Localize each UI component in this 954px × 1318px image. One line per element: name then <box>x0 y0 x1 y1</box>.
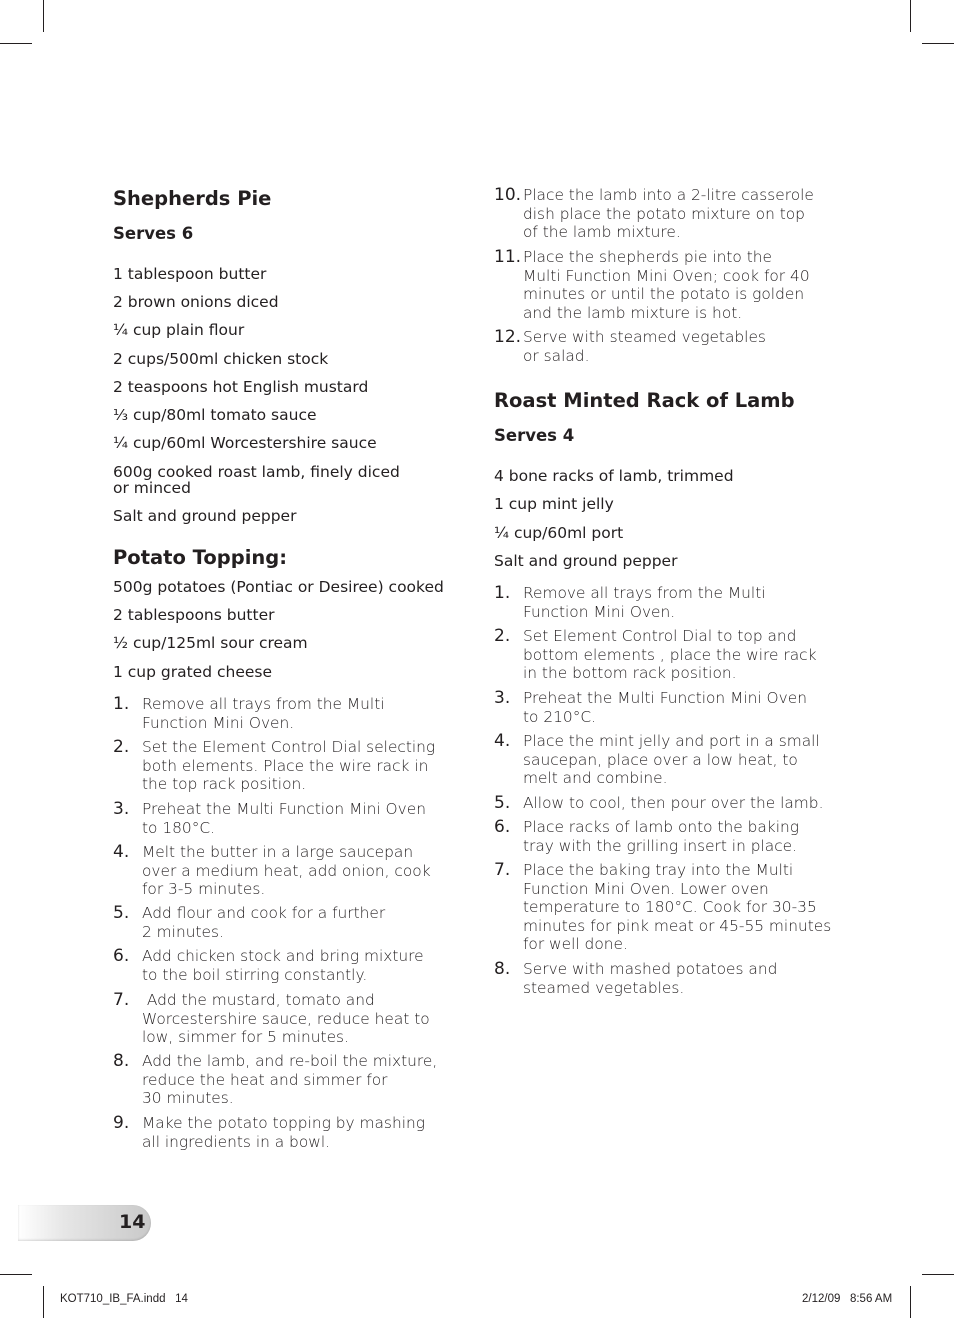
step-text <box>142 695 464 732</box>
step-line: reduce the heat and simmer for <box>142 1070 388 1089</box>
ingredient: ¼ cup/60ml Worcestershire sauce <box>113 434 377 452</box>
step-text <box>523 186 845 242</box>
step-text <box>523 328 845 365</box>
step-number: 3. <box>113 799 130 819</box>
step-line: 30 minutes. <box>142 1089 234 1108</box>
step-line: to the boil stirring constantly. <box>142 965 368 984</box>
crop-mark <box>0 43 32 44</box>
crop-mark <box>922 43 954 44</box>
step-number: 9. <box>113 1113 130 1133</box>
step-line: saucepan, place over a low heat, to <box>523 750 798 769</box>
step-number: 10. <box>494 185 522 205</box>
step-text <box>142 843 464 899</box>
step-text <box>142 947 464 984</box>
step-line: to 210°C. <box>523 707 597 726</box>
step-line: Add flour and cook for a further <box>142 904 386 922</box>
step-line: Preheat the Multi Function Mini Oven <box>142 800 426 818</box>
crop-mark <box>0 1274 32 1275</box>
ingredient: 1 tablespoon butter <box>113 265 267 283</box>
step-line: low, simmer for 5 minutes. <box>142 1028 349 1047</box>
step-number: 8. <box>494 959 511 979</box>
step-text <box>523 861 845 954</box>
step-line: dish place the potato mixture on top <box>523 204 805 223</box>
step-number: 11. <box>494 247 522 267</box>
step-line: minutes or until the potato is golden <box>523 285 805 304</box>
step-line: to 180°C. <box>142 818 216 837</box>
step-line: Preheat the Multi Function Mini Oven <box>523 689 807 707</box>
ingredient: 500g potatoes (Pontiac or Desiree) cooked <box>113 578 444 596</box>
step-line: Place the mint jelly and port in a small <box>523 732 820 750</box>
step-line: steamed vegetables. <box>523 978 685 997</box>
step-text <box>523 732 845 788</box>
step-line: Add the lamb, and re-boil the mixture, <box>142 1052 438 1070</box>
recipe-title: Roast Minted Rack of Lamb <box>494 389 795 412</box>
step-line: Place the baking tray into the Multi <box>523 861 794 879</box>
step-number: 5. <box>113 903 130 923</box>
slug-date: 2/12/09 8:56 AM <box>802 1293 893 1305</box>
step-line: Add the mustard, tomato and <box>142 991 375 1009</box>
step-line: of the lamb mixture. <box>523 223 681 242</box>
step-text <box>523 689 845 726</box>
step-line: over a medium heat, add onion, cook <box>142 861 431 880</box>
step-text <box>523 818 845 855</box>
ingredient: Salt and ground pepper <box>113 507 297 525</box>
step-line: for 3-5 minutes. <box>142 880 266 899</box>
step-line: Function Mini Oven. <box>142 713 295 732</box>
step-line: Remove all trays from the Multi <box>142 695 385 713</box>
step-number: 8. <box>113 1051 130 1071</box>
step-line: and the lamb mixture is hot. <box>523 303 743 322</box>
step-line: melt and combine. <box>523 769 668 788</box>
ingredient: 1 cup mint jelly <box>494 495 614 513</box>
step-number: 6. <box>494 817 511 837</box>
step-text <box>523 960 845 997</box>
recipe-title: Shepherds Pie <box>113 187 272 210</box>
step-line: minutes for pink meat or 45-55 minutes <box>523 916 832 935</box>
step-line: Serve with steamed vegetables <box>523 328 766 346</box>
step-line: Worcestershire sauce, reduce heat to <box>142 1009 430 1028</box>
step-line: Remove all trays from the Multi <box>523 584 766 602</box>
step-line: Serve with mashed potatoes and <box>523 960 778 978</box>
step-line: Place the shepherds pie into the <box>523 248 772 266</box>
step-number: 3. <box>494 688 511 708</box>
step-line: tray with the grilling insert in place. <box>523 836 798 855</box>
ingredient: 2 brown onions diced <box>113 293 279 311</box>
step-text <box>142 738 464 794</box>
step-number: 4. <box>494 731 511 751</box>
ingredient: ¼ cup plain flour <box>113 321 245 339</box>
step-text <box>523 584 845 621</box>
step-number: 6. <box>113 946 130 966</box>
step-line: all ingredients in a bowl. <box>142 1132 331 1151</box>
step-line: for well done. <box>523 935 628 954</box>
step-line: Set Element Control Dial to top and <box>523 627 797 645</box>
step-line: Multi Function Mini Oven; cook for 40 <box>523 266 810 285</box>
slug-file: KOT710_IB_FA.indd 14 <box>60 1293 188 1305</box>
crop-mark <box>43 1286 44 1318</box>
step-line: bottom elements , place the wire rack <box>523 645 817 664</box>
step-line: Function Mini Oven. <box>523 602 676 621</box>
page-number: 14 <box>119 1211 146 1233</box>
ingredient: 2 tablespoons butter <box>113 606 275 624</box>
ingredient: ¼ cup/60ml port <box>494 524 624 542</box>
step-line: temperature to 180°C. Cook for 30-35 <box>523 898 817 917</box>
step-text <box>523 627 845 683</box>
crop-mark <box>910 0 911 32</box>
step-text <box>523 248 845 322</box>
step-number: 5. <box>494 793 511 813</box>
step-text <box>142 904 464 941</box>
step-number: 7. <box>494 860 511 880</box>
step-number: 12. <box>494 327 522 347</box>
serves-label: Serves 6 <box>113 224 194 243</box>
step-line: 2 minutes. <box>142 922 224 941</box>
ingredient: 1 cup grated cheese <box>113 663 273 681</box>
step-line: the top rack position. <box>142 775 307 794</box>
step-number: 1. <box>494 583 511 603</box>
crop-mark <box>922 1274 954 1275</box>
step-line: in the bottom rack position. <box>523 664 737 683</box>
ingredient: Salt and ground pepper <box>494 552 678 570</box>
step-text <box>142 800 464 837</box>
step-number: 2. <box>494 626 511 646</box>
step-number: 2. <box>113 737 130 757</box>
ingredient: ⅓ cup/80ml tomato sauce <box>113 406 317 424</box>
ingredient: or minced <box>113 479 191 497</box>
ingredient: ½ cup/125ml sour cream <box>113 634 308 652</box>
ingredient: 600g cooked roast lamb, finely diced <box>113 463 400 481</box>
step-number: 4. <box>113 842 130 862</box>
step-line: Place racks of lamb onto the baking <box>523 818 799 836</box>
crop-mark <box>43 0 44 32</box>
step-line: Place the lamb into a 2-litre casserole <box>523 186 814 204</box>
step-line: Allow to cool, then pour over the lamb. <box>523 794 824 812</box>
ingredient: 4 bone racks of lamb, trimmed <box>494 467 734 485</box>
step-text <box>142 991 464 1047</box>
section-title: Potato Topping: <box>113 546 288 569</box>
step-text <box>142 1052 464 1108</box>
step-line: or salad. <box>523 346 590 365</box>
step-line: Add chicken stock and bring mixture <box>142 947 424 965</box>
step-line: Function Mini Oven. Lower oven <box>523 879 769 898</box>
step-number: 1. <box>113 694 130 714</box>
serves-label: Serves 4 <box>494 426 575 445</box>
step-text <box>142 1114 464 1151</box>
step-line: Melt the butter in a large saucepan <box>142 843 414 861</box>
step-number: 7. <box>113 990 130 1010</box>
step-text <box>523 794 845 813</box>
step-line: both elements. Place the wire rack in <box>142 756 429 775</box>
crop-mark <box>910 1286 911 1318</box>
step-line: Make the potato topping by mashing <box>142 1114 425 1132</box>
step-line: Set the Element Control Dial selecting <box>142 738 436 756</box>
ingredient: 2 cups/500ml chicken stock <box>113 350 329 368</box>
ingredient: 2 teaspoons hot English mustard <box>113 378 369 396</box>
